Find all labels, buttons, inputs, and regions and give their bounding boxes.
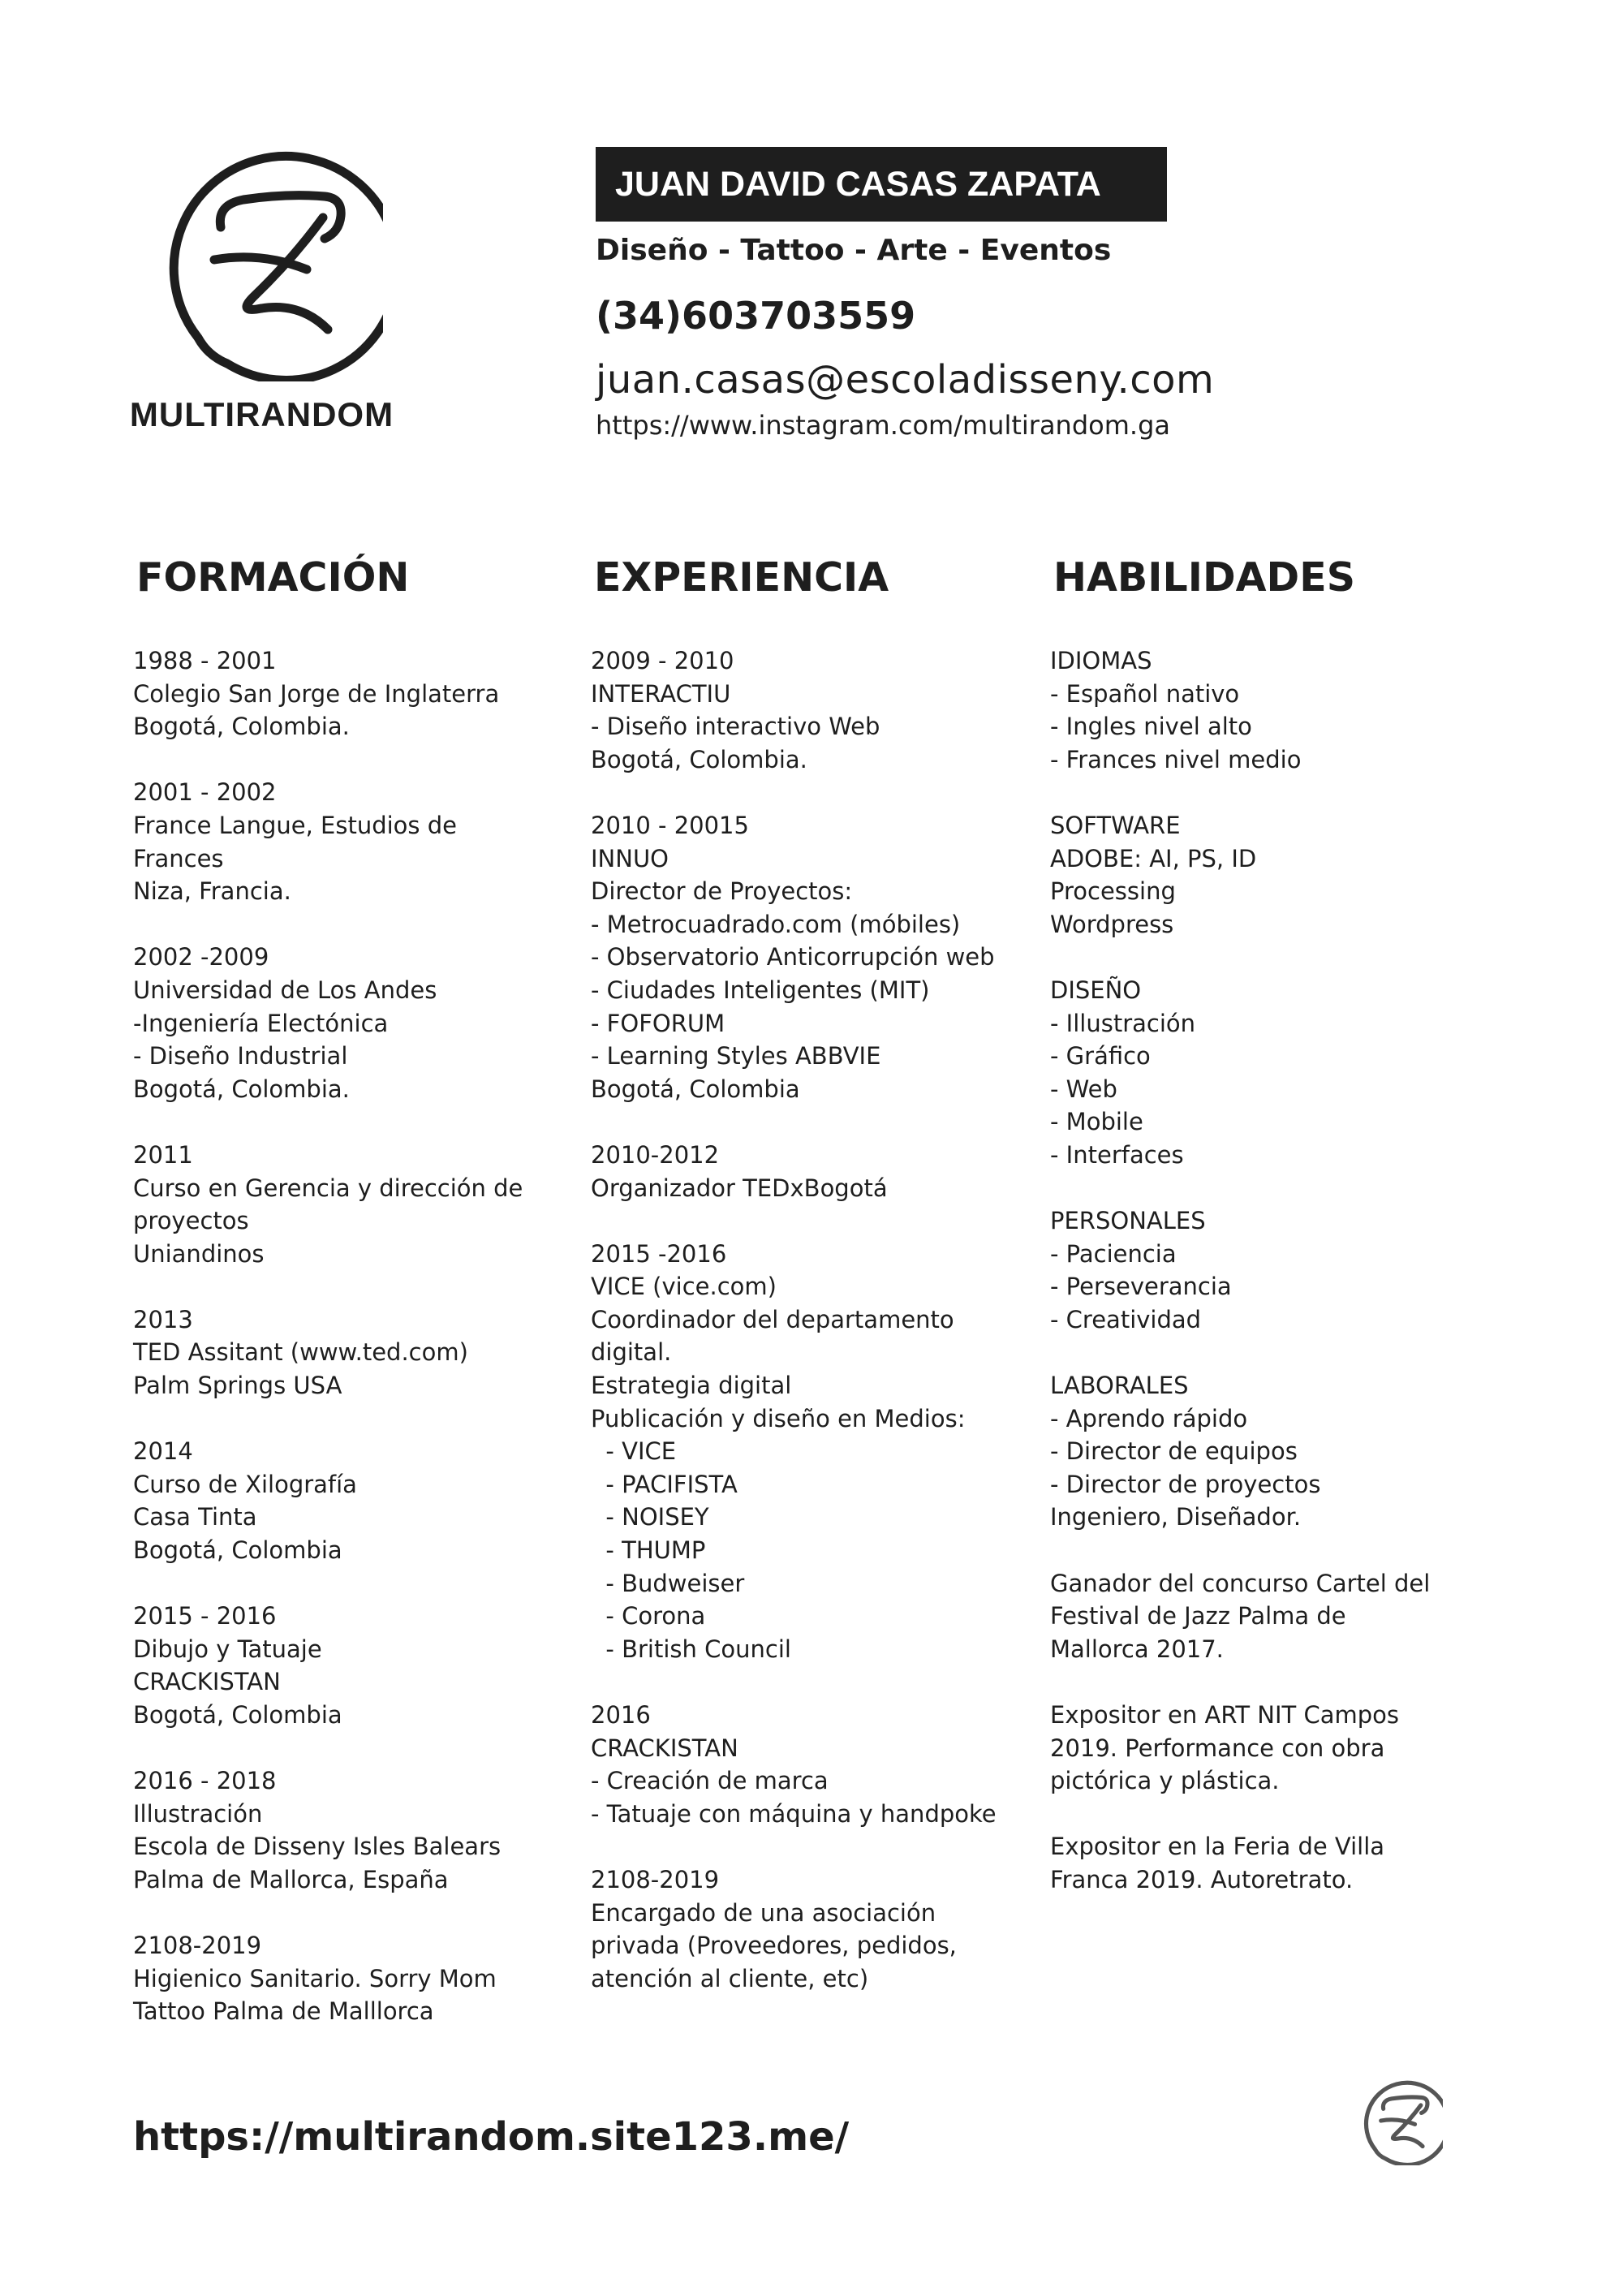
entry-line: TED Assitant (www.ted.com) xyxy=(133,1338,468,1367)
entry-line: - Director de equipos xyxy=(1050,1437,1298,1466)
entry-line: - Diseño interactivo Web xyxy=(591,713,880,741)
entry-heading: 2016 - 2018 xyxy=(133,1767,277,1795)
entry xyxy=(591,1139,1045,1204)
entry-heading: LABORALES xyxy=(1050,1372,1189,1400)
section-body xyxy=(1050,644,1488,1897)
entry-line: - Director de proyectos xyxy=(1050,1470,1321,1498)
entry-heading: 2002 -2009 xyxy=(133,943,269,971)
entry xyxy=(133,1929,588,2028)
entry-line: - Learning Styles ABBVIE xyxy=(591,1042,881,1070)
entry xyxy=(1050,809,1488,941)
entry xyxy=(1050,1369,1488,1534)
entry xyxy=(1050,644,1488,776)
entry-line: ADOBE: AI, PS, ID xyxy=(1050,844,1257,872)
entry-line: Higienico Sanitario. Sorry Mom xyxy=(133,1964,497,1992)
entry-line: proyectos xyxy=(133,1207,249,1235)
column-experiencia xyxy=(591,552,1045,2028)
entry xyxy=(133,1435,588,1566)
entry-line: Organizador TEDxBogotá xyxy=(591,1174,888,1202)
entry-line: Ingeniero, Diseñador. xyxy=(1050,1503,1302,1531)
phone-number: (34)603703559 xyxy=(596,294,916,338)
tagline: Diseño - Tattoo - Arte - Eventos xyxy=(596,234,1112,267)
entry-line: privada (Proveedores, pedidos, xyxy=(591,1932,957,1960)
entry-line: -Ingeniería Electónica xyxy=(133,1009,389,1037)
entry xyxy=(133,1764,588,1896)
entry-line: Director de Proyectos: xyxy=(591,877,853,906)
entry-line: - Illustración xyxy=(1050,1009,1196,1037)
entry-line: - NOISEY xyxy=(591,1503,709,1531)
entry-line: - Observatorio Anticorrupción web xyxy=(591,943,995,971)
entry-heading: 2016 xyxy=(591,1701,651,1729)
footer-logo-icon xyxy=(1354,2076,1443,2169)
entry xyxy=(1050,1830,1488,1896)
entry-line: - VICE xyxy=(591,1437,677,1466)
entry-line: Casa Tinta xyxy=(133,1503,257,1531)
entry xyxy=(133,644,588,743)
entry xyxy=(133,776,588,907)
entry-line: CRACKISTAN xyxy=(591,1734,738,1762)
entry-line: Frances xyxy=(133,844,224,872)
entry-line: Curso de Xilografía xyxy=(133,1470,357,1498)
entry-line: - Español nativo xyxy=(1050,679,1240,708)
entry-line: - Frances nivel medio xyxy=(1050,745,1302,773)
entry xyxy=(1050,1204,1488,1336)
section-title: FORMACIÓN xyxy=(136,554,410,601)
entry-heading: 2108-2019 xyxy=(591,1865,720,1893)
entry-line: Festival de Jazz Palma de xyxy=(1050,1602,1346,1630)
entry-line: - Tatuaje con máquina y handpoke xyxy=(591,1799,997,1828)
entry xyxy=(1050,974,1488,1172)
entry-line: Tattoo Palma de Malllorca xyxy=(133,1997,434,2026)
entry-line: - Mobile xyxy=(1050,1108,1143,1136)
entry-line: - FOFORUM xyxy=(591,1009,725,1037)
entry xyxy=(591,1863,1045,1995)
entry xyxy=(1050,1699,1488,1798)
entry-heading: 2014 xyxy=(133,1437,193,1466)
entry-line: atención al cliente, etc) xyxy=(591,1964,869,1992)
entry-line: Coordinador del departamento xyxy=(591,1305,954,1333)
section-title: EXPERIENCIA xyxy=(594,554,889,601)
entry-line: - THUMP xyxy=(591,1536,706,1565)
entry-line: - Web xyxy=(1050,1075,1117,1103)
entry xyxy=(591,644,1045,776)
entry xyxy=(591,809,1045,1105)
entry-line: France Langue, Estudios de xyxy=(133,811,457,839)
entry-line: Wordpress xyxy=(1050,910,1174,938)
entry-line: Processing xyxy=(1050,877,1176,906)
section-body xyxy=(591,644,1045,1995)
section-title: HABILIDADES xyxy=(1053,554,1355,601)
entry-line: - Interfaces xyxy=(1050,1140,1184,1169)
entry-line: - Ciudades Inteligentes (MIT) xyxy=(591,976,930,1004)
entry xyxy=(133,1303,588,1402)
entry-heading: 2015 - 2016 xyxy=(133,1602,277,1630)
entry-heading: 1988 - 2001 xyxy=(133,647,277,674)
instagram-link: https://www.instagram.com/multirandom.ga xyxy=(596,410,1170,441)
entry-line: INNUO xyxy=(591,844,669,872)
email-address: juan.casas@escoladisseny.com xyxy=(596,357,1215,403)
entry-line: pictórica y plástica. xyxy=(1050,1767,1280,1795)
entry-line: - Corona xyxy=(591,1602,706,1630)
entry-line: Estrategia digital xyxy=(591,1372,792,1400)
entry-line: - Budweiser xyxy=(591,1569,745,1597)
name-banner: JUAN DAVID CASAS ZAPATA xyxy=(596,147,1167,222)
entry-line: Uniandinos xyxy=(133,1239,265,1268)
entry-heading: PERSONALES xyxy=(1050,1207,1206,1235)
entry-line: Niza, Francia. xyxy=(133,877,291,906)
entry-line: Illustración xyxy=(133,1799,263,1828)
entry-line: Curso en Gerencia y dirección de xyxy=(133,1174,523,1202)
entry-line: Franca 2019. Autoretrato. xyxy=(1050,1865,1354,1893)
entry-line: Universidad de Los Andes xyxy=(133,976,437,1004)
entry-line: Escola de Disseny Isles Balears xyxy=(133,1833,502,1861)
entry-line: 2019. Performance con obra xyxy=(1050,1734,1385,1762)
section-body xyxy=(133,644,588,2028)
entry-line: Bogotá, Colombia xyxy=(133,1701,342,1729)
entry-line: Bogotá, Colombia. xyxy=(591,745,807,773)
entry xyxy=(133,941,588,1105)
entry-line: Mallorca 2017. xyxy=(1050,1635,1224,1663)
entry-heading: 2009 - 2010 xyxy=(591,647,734,674)
multirandom-emblem-icon xyxy=(140,138,383,381)
entry-heading: 2010 - 20015 xyxy=(591,811,749,839)
entry-heading: Expositor en la Feria de Villa xyxy=(1050,1833,1385,1861)
entry-line: - Aprendo rápido xyxy=(1050,1404,1248,1432)
entry xyxy=(591,1238,1045,1666)
entry-line: - Creatividad xyxy=(1050,1305,1202,1333)
entry-heading: Ganador del concurso Cartel del xyxy=(1050,1569,1431,1597)
entry-line: Dibujo y Tatuaje xyxy=(133,1635,322,1663)
entry-line: CRACKISTAN xyxy=(133,1668,281,1696)
entry-line: Colegio San Jorge de Inglaterra xyxy=(133,679,500,708)
entry-line: INTERACTIU xyxy=(591,679,731,708)
entry-heading: 2108-2019 xyxy=(133,1932,262,1960)
column-habilidades xyxy=(1050,552,1488,1929)
entry-line: - Creación de marca xyxy=(591,1767,829,1795)
entry-line: Publicación y diseño en Medios: xyxy=(591,1404,966,1432)
entry xyxy=(133,1600,588,1731)
entry-line: digital. xyxy=(591,1338,672,1367)
entry xyxy=(1050,1567,1488,1666)
entry-line: VICE (vice.com) xyxy=(591,1273,777,1301)
entry-heading: IDIOMAS xyxy=(1050,647,1152,674)
entry-heading: SOFTWARE xyxy=(1050,811,1181,839)
entry-line: Bogotá, Colombia xyxy=(591,1075,800,1103)
entry xyxy=(591,1699,1045,1830)
entry-line: Palma de Mallorca, España xyxy=(133,1865,449,1893)
website-link: https://multirandom.site123.me/ xyxy=(133,2114,850,2160)
entry-line: Bogotá, Colombia. xyxy=(133,713,350,741)
entry-line: - Perseverancia xyxy=(1050,1273,1232,1301)
multirandom-logo xyxy=(122,138,402,433)
entry-line: - Paciencia xyxy=(1050,1239,1177,1268)
entry xyxy=(133,1139,588,1270)
entry-heading: 2015 -2016 xyxy=(591,1239,727,1268)
entry-heading: 2010-2012 xyxy=(591,1140,720,1169)
entry-line: Encargado de una asociación xyxy=(591,1898,936,1927)
entry-line: - Metrocuadrado.com (móbiles) xyxy=(591,910,961,938)
entry-line: Bogotá, Colombia xyxy=(133,1536,342,1565)
column-formacion xyxy=(133,552,588,2061)
entry-heading: Expositor en ART NIT Campos xyxy=(1050,1701,1400,1729)
entry-line: - Gráfico xyxy=(1050,1042,1151,1070)
entry-line: - Diseño Industrial xyxy=(133,1042,348,1070)
entry-line: Bogotá, Colombia. xyxy=(133,1075,350,1103)
entry-line: Palm Springs USA xyxy=(133,1372,342,1400)
entry-heading: DISEÑO xyxy=(1050,976,1142,1004)
entry-heading: 2011 xyxy=(133,1140,193,1169)
entry-heading: 2001 - 2002 xyxy=(133,778,277,807)
entry-line: - British Council xyxy=(591,1635,791,1663)
entry-heading: 2013 xyxy=(133,1305,193,1333)
entry-line: - Ingles nivel alto xyxy=(1050,713,1252,741)
entry-line: - PACIFISTA xyxy=(591,1470,738,1498)
logo-wordmark: MULTIRANDOM xyxy=(129,395,394,433)
